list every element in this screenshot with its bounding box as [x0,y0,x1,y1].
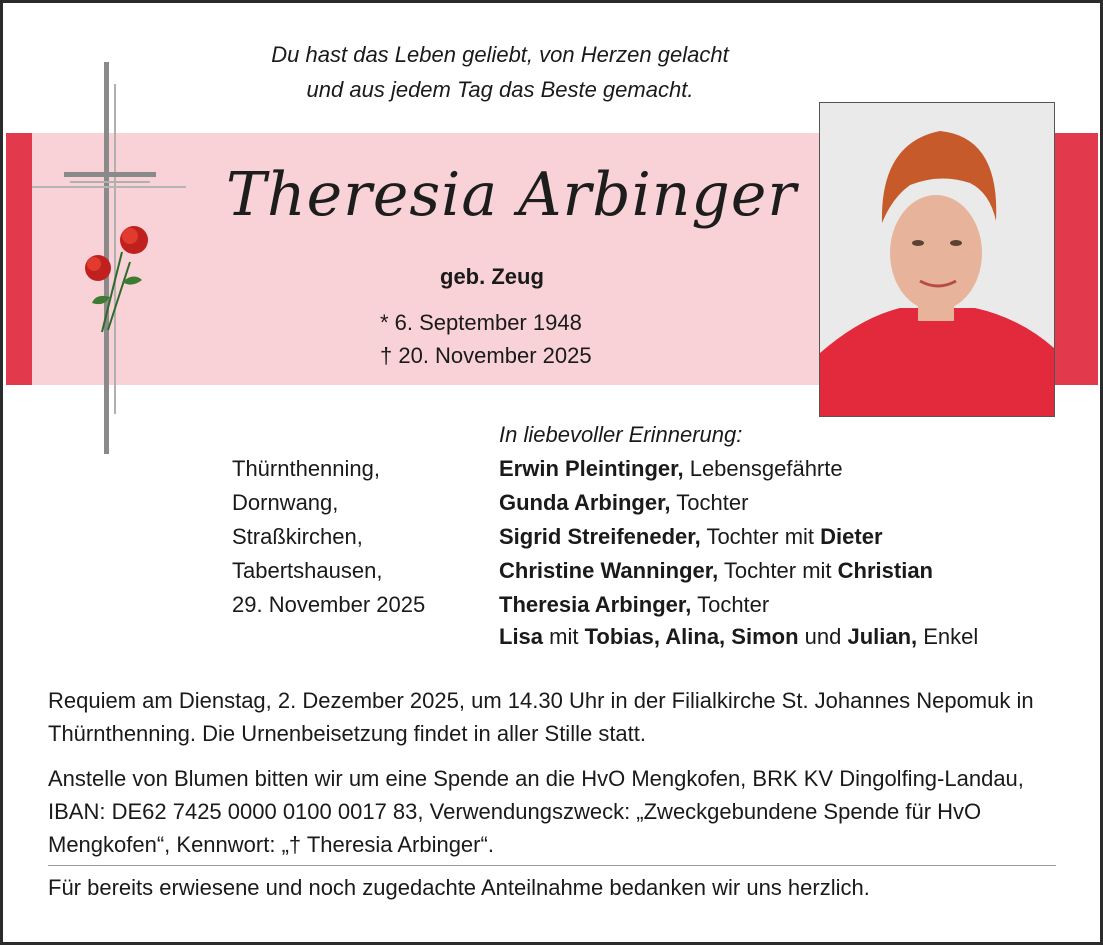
place-1: Thürnthenning, [232,456,380,481]
mourner-2: Gunda Arbinger, Tochter [499,490,749,515]
cross-icon [30,62,200,462]
quote-line-1: Du hast das Leben geliebt, von Herzen gelacht [271,42,729,67]
birth-date: * 6. September 1948 [380,310,582,335]
divider [48,865,1056,866]
thanks-text: Für bereits erwiesene und noch zugedachte Anteilnahme bedanken wir uns herzlich. [48,875,870,900]
place-3: Straßkirchen, [232,524,363,549]
red-band-right [1055,133,1098,385]
mourner-4: Christine Wanninger, Tochter mit Christian [499,558,933,583]
grandchildren-line: Lisa mit Tobias, Alina, Simon und Julian, Enkel [499,624,979,649]
place-2: Dornwang, [232,490,339,515]
birth-name: geb. Zeug [440,264,544,289]
deceased-name: Theresia Arbinger [226,160,798,230]
quote-line-2: und aus jedem Tag das Beste gemacht. [306,77,694,102]
death-date: † 20. November 2025 [380,343,592,368]
memory-label: In liebevoller Erinnerung: [499,422,743,447]
mourner-3: Sigrid Streifeneder, Tochter mit Dieter [499,524,883,549]
portrait-photo [819,102,1055,417]
requiem-text: Requiem am Dienstag, 2. Dezember 2025, um 14.30 Uhr in der Filialkirche St. Johannes Nepomuk in Thürnthenning. Die Urnenbeisetzung findet in aller Stille statt. [48,688,1034,746]
rose-icon [85,226,148,332]
mourner-5: Theresia Arbinger, Tochter [499,592,770,617]
donation-text: Anstelle von Blumen bitten wir um eine Spende an die HvO Mengkofen, BRK KV Dingolfing-Landau, IBAN: DE62 7425 0000 0100 0017 83, Verwendungszweck: „Zweckgebundene Spende für HvO Mengkofen“, Kennwort: „† Theresia Arbinger“. [48,766,1024,857]
mourner-1: Erwin Pleintinger, Lebensgefährte [499,456,843,481]
red-band-left [6,133,32,385]
notice-date: 29. November 2025 [232,592,426,617]
place-4: Tabertshausen, [232,558,383,583]
